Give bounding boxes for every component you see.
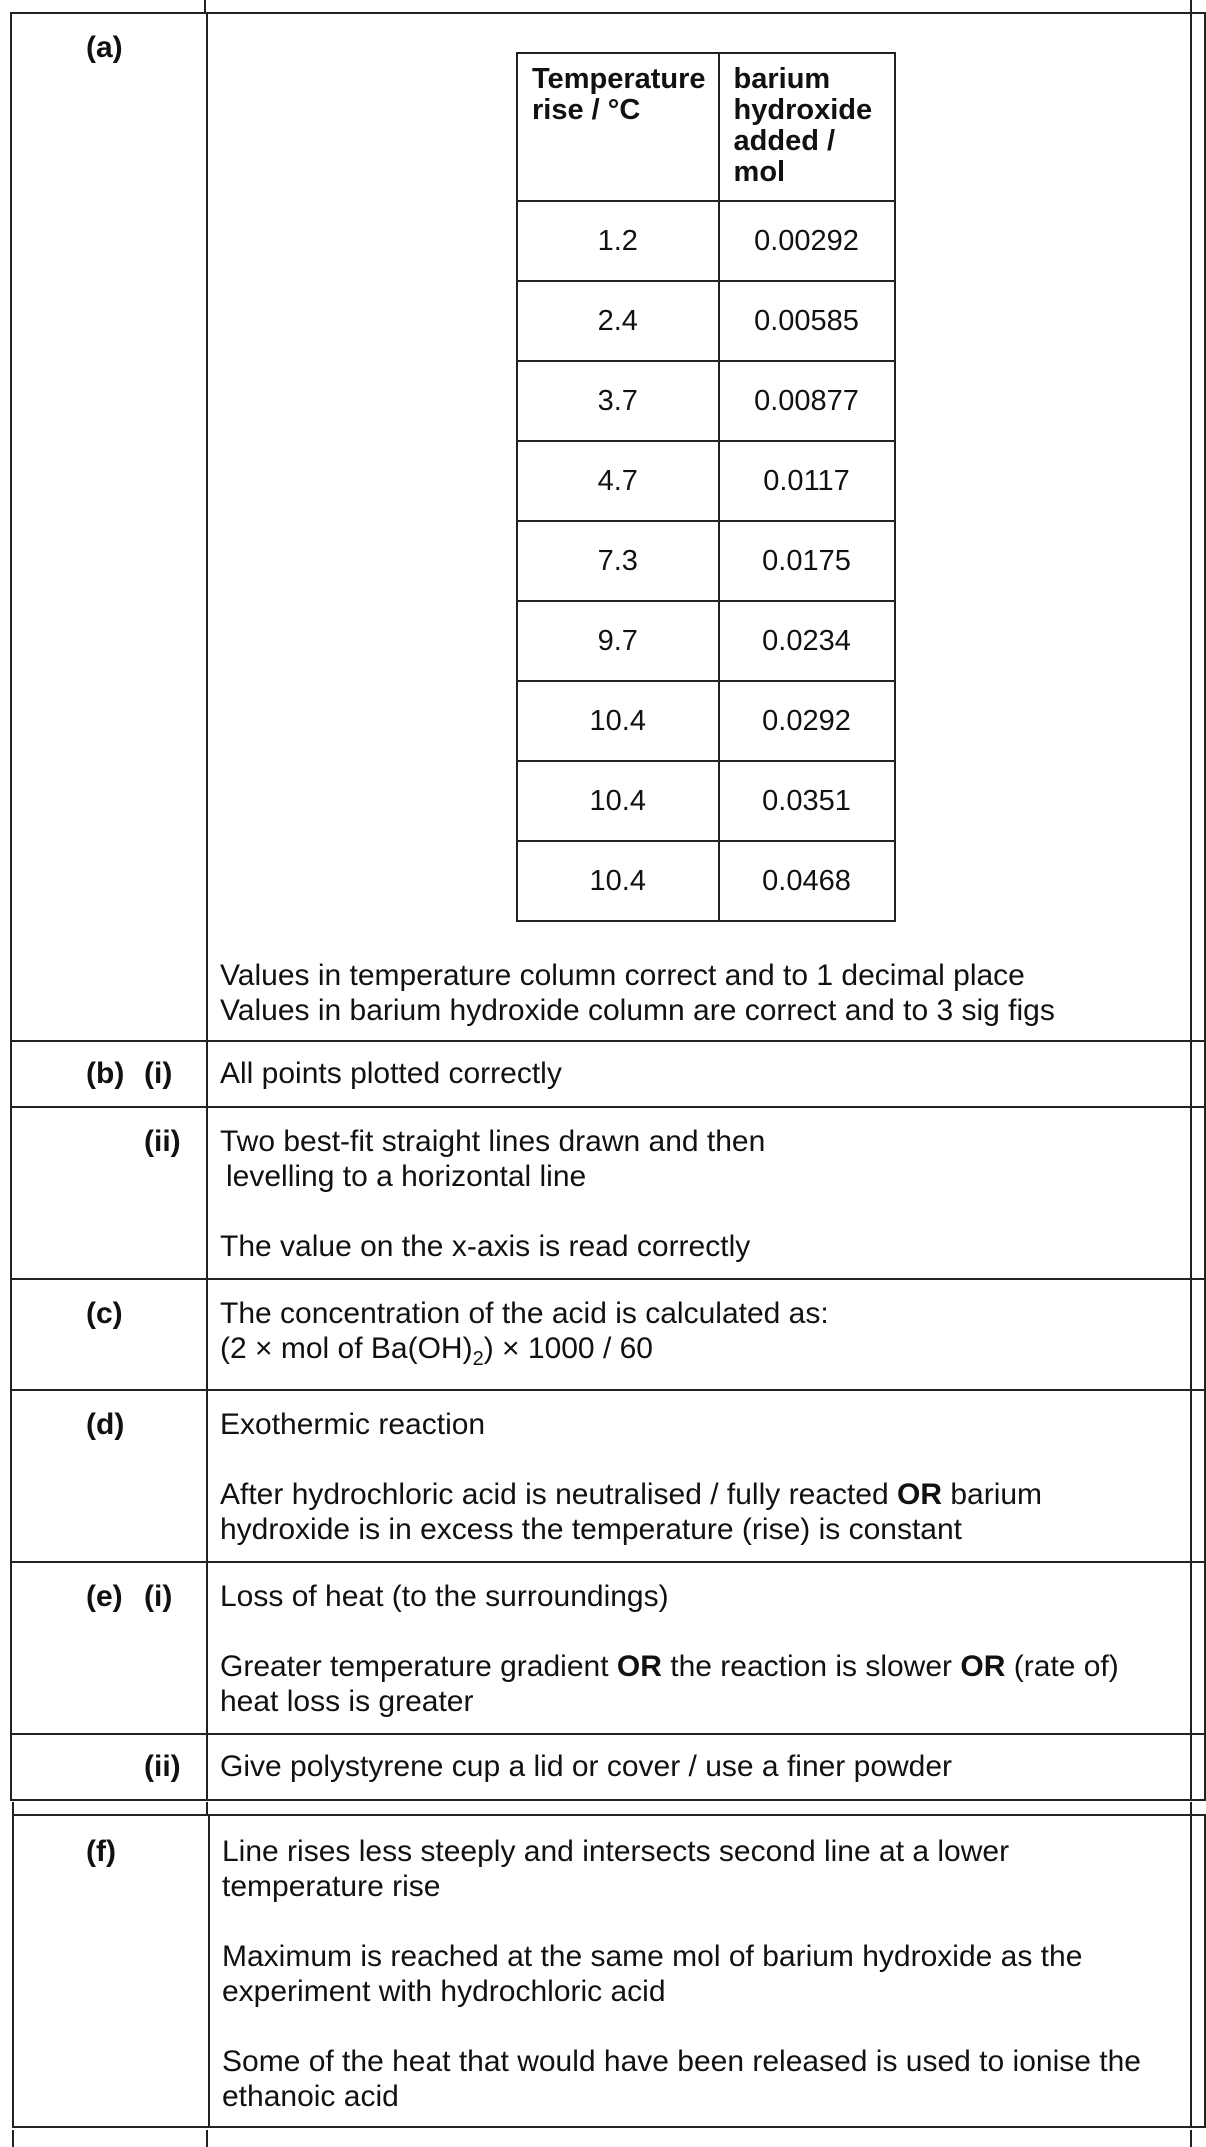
part-e-ii-text: Give polystyrene cup a lid or cover / use a finer powder [220,1750,953,1783]
barium-cell: 0.0175 [719,521,895,601]
results-table-row [517,761,895,841]
part-b-ii-line-1: Two best-fit straight lines drawn and then [220,1125,766,1158]
barium-cell: 0.0234 [719,601,895,681]
barium-cell: 0.0292 [719,681,895,761]
row-part-b-i [11,1041,1205,1107]
row-part-e-ii [11,1734,1205,1800]
part-b-i-text: All points plotted correctly [220,1057,562,1090]
temperature-cell: 2.4 [517,281,719,361]
results-table-header [517,53,895,201]
part-e-ii-label: (ii) [144,1750,181,1783]
results-table [516,52,896,922]
results-table-row [517,281,895,361]
part-f-line-6: ethanoic acid [222,2080,399,2113]
barium-cell: 0.0468 [719,841,895,921]
part-f-line-1: Line rises less steeply and intersects second line at a lower [222,1835,1010,1868]
row-part-e-i [11,1562,1205,1734]
part-f-line-4: experiment with hydrochloric acid [222,1975,666,2008]
row-part-b-ii [11,1107,1205,1279]
table-bottom-stub [12,2130,1206,2147]
part-e-i-line-2: Greater temperature gradient OR the reaction is slower OR (rate of) [220,1650,1119,1683]
part-e-i-line-3: heat loss is greater [220,1685,474,1718]
note-temperature: Values in temperature column correct and to 1 decimal place [220,959,1025,992]
temperature-cell: 1.2 [517,201,719,281]
results-table-row [517,681,895,761]
results-table-row [517,361,895,441]
part-e-label: (e) [86,1580,123,1613]
results-table-row [517,201,895,281]
barium-cell: 0.0117 [719,441,895,521]
part-f-line-3: Maximum is reached at the same mol of barium hydroxide as the [222,1940,1083,1973]
results-table-row [517,601,895,681]
part-c-formula: (2 × mol of $Ba(OH)_2) \times 1000 / 60$ [220,1332,653,1370]
temperature-cell: 3.7 [517,361,719,441]
header-temperature: Temperature rise / °C [517,53,719,201]
barium-cell: 0.00292 [719,201,895,281]
temperature-cell: 9.7 [517,601,719,681]
part-c-label: (c) [86,1297,123,1330]
part-e-i-line-1: Loss of heat (to the surroundings) [220,1580,669,1613]
barium-cell: 0.00585 [719,281,895,361]
header-barium: barium hydroxide added / mol [719,53,895,201]
row-part-d [11,1390,1205,1562]
temperature-cell: 10.4 [517,841,719,921]
note-barium: Values in barium hydroxide column are correct and to 3 sig figs [220,994,1055,1027]
part-f-line-2: temperature rise [222,1870,441,1903]
part-b-label: (b) [86,1057,125,1090]
part-c-line-1: The concentration of the acid is calculated as: [220,1297,829,1330]
barium-cell: 0.0351 [719,761,895,841]
part-e-i-label: (i) [144,1580,173,1613]
temperature-cell: 10.4 [517,761,719,841]
temperature-cell: 4.7 [517,441,719,521]
row-part-c [11,1279,1205,1390]
part-d-label: (d) [86,1408,125,1441]
row-part-f [13,1815,1205,2127]
part-a-label: (a) [86,31,123,64]
part-f-line-5: Some of the heat that would have been released is used to ionise the [222,2045,1141,2078]
continuation-table [12,1814,1206,2128]
part-d-line-1: Exothermic reaction [220,1408,486,1441]
barium-cell: 0.00877 [719,361,895,441]
temperature-cell: 10.4 [517,681,719,761]
results-table-row [517,441,895,521]
results-table-row [517,521,895,601]
results-table-row [517,841,895,921]
part-b-ii-line-3: The value on the x-axis is read correctly [220,1230,751,1263]
mark-scheme-table [10,12,1206,1801]
part-b-ii-line-2: levelling to a horizontal line [226,1160,587,1193]
part-d-line-3: hydroxide is in excess the temperature (rise) is constant [220,1513,962,1546]
part-b-i-label: (i) [144,1057,173,1090]
part-d-line-2: After hydrochloric acid is neutralised / fully reacted OR barium [220,1478,1043,1511]
part-b-ii-label: (ii) [144,1125,181,1158]
temperature-cell: 7.3 [517,521,719,601]
part-f-label: (f) [86,1835,116,1868]
row-part-a [11,13,1205,1041]
